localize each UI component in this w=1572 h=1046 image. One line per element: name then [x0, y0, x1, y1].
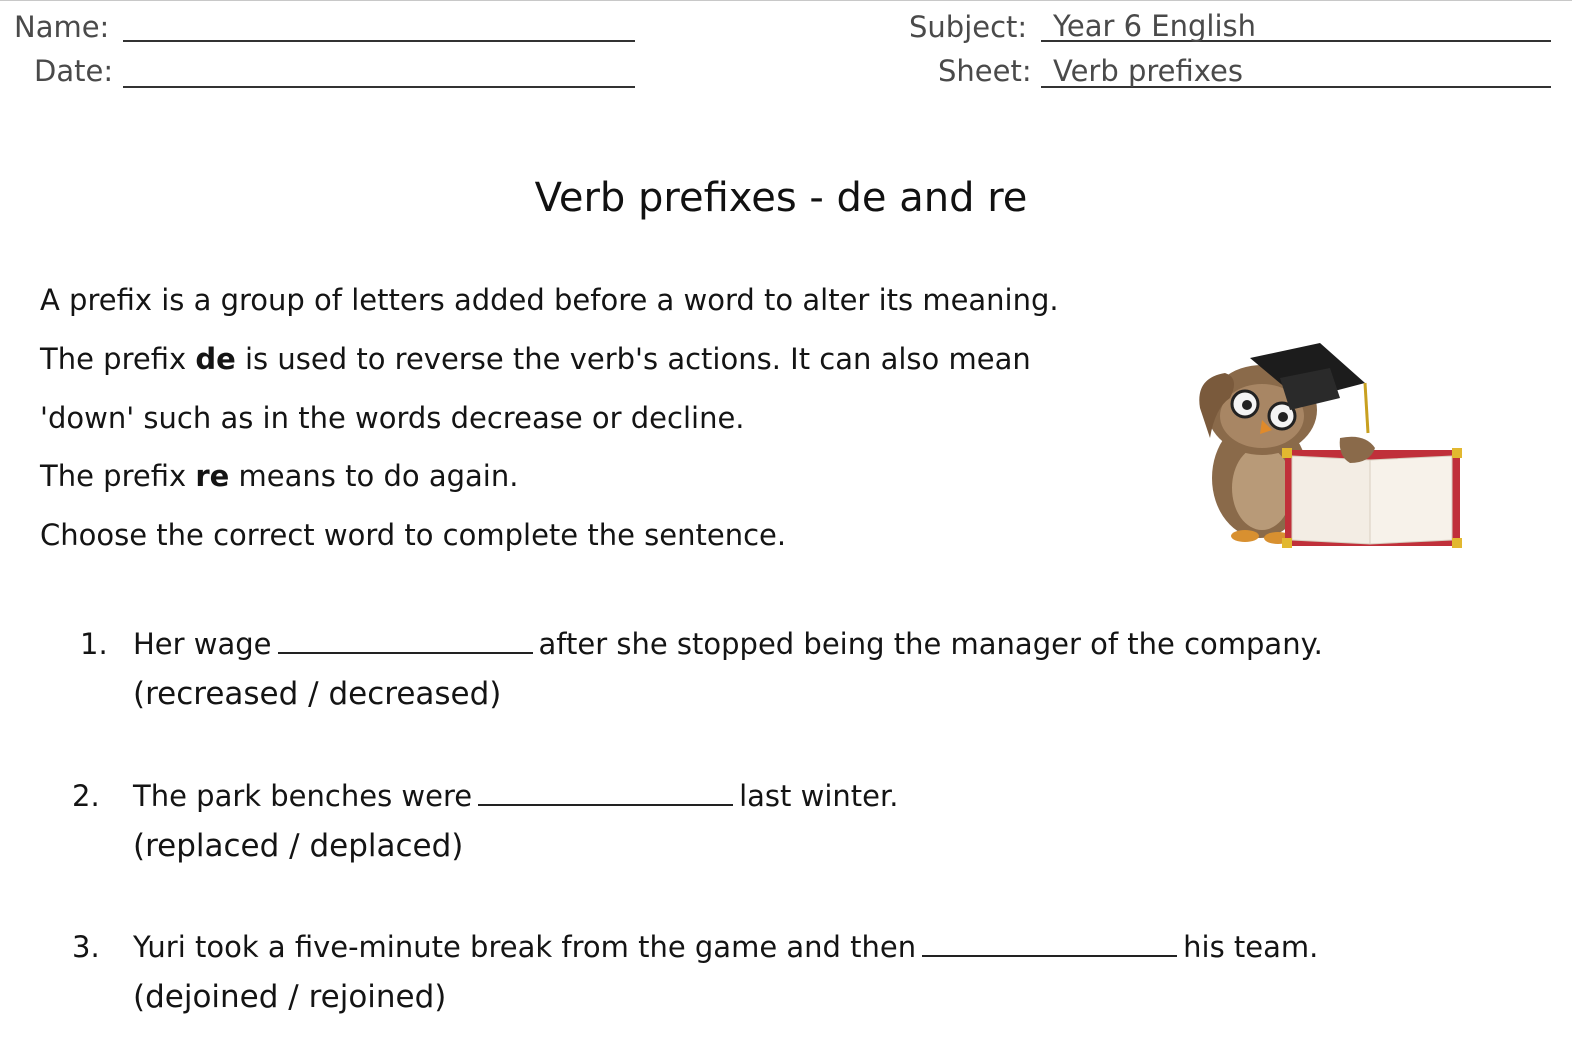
question-1-before: Her wage	[133, 627, 272, 661]
intro-line-4-before: The prefix	[40, 459, 196, 493]
date-label: Date:	[34, 54, 114, 88]
question-3-after: his team.	[1183, 930, 1319, 964]
instructions: Choose the correct word to complete the sentence.	[40, 518, 787, 552]
intro-line-3: 'down' such as in the words decrease or decline.	[40, 401, 745, 435]
question-1-after: after she stopped being the manager of the company.	[538, 627, 1323, 661]
question-2-number: 2.	[72, 779, 100, 813]
name-label: Name:	[14, 10, 110, 44]
prefix-re: re	[195, 459, 230, 493]
question-1-options: (recreased / decreased)	[133, 676, 502, 712]
subject-label: Subject:	[909, 10, 1028, 44]
page-title: Verb prefixes - de and re	[534, 175, 1028, 221]
name-field-line[interactable]	[123, 40, 635, 42]
question-3-before: Yuri took a five-minute break from the game and then	[133, 930, 917, 964]
question-2-answer-blank[interactable]	[478, 803, 733, 806]
prefix-de: de	[195, 342, 236, 376]
question-1-sentence	[133, 627, 1323, 661]
question-2-before: The park benches were	[133, 779, 473, 813]
question-3-sentence	[133, 930, 1319, 964]
intro-line-4-after: means to do again.	[229, 459, 519, 493]
intro-line-2-after: is used to reverse the verb's actions. It can also mean	[235, 342, 1031, 376]
owl-with-book-icon	[1190, 338, 1470, 552]
date-field-line[interactable]	[123, 86, 635, 88]
sheet-value: Verb prefixes	[1053, 54, 1244, 88]
question-3-answer-blank[interactable]	[922, 954, 1177, 957]
intro-line-4	[40, 459, 519, 493]
sheet-label: Sheet:	[938, 54, 1032, 88]
intro-line-1: A prefix is a group of letters added before a word to alter its meaning.	[40, 283, 1059, 317]
question-3-number: 3.	[72, 930, 100, 964]
top-rule	[0, 0, 1572, 1]
question-2-after: last winter.	[739, 779, 899, 813]
question-1-number: 1.	[80, 627, 108, 661]
question-2-options: (replaced / deplaced)	[133, 828, 464, 864]
question-3-options: (dejoined / rejoined)	[133, 979, 447, 1015]
question-1-answer-blank[interactable]	[278, 651, 533, 654]
intro-line-2-before: The prefix	[40, 342, 196, 376]
intro-line-2	[40, 342, 1031, 376]
subject-value: Year 6 English	[1053, 9, 1256, 43]
question-2-sentence	[133, 779, 899, 813]
